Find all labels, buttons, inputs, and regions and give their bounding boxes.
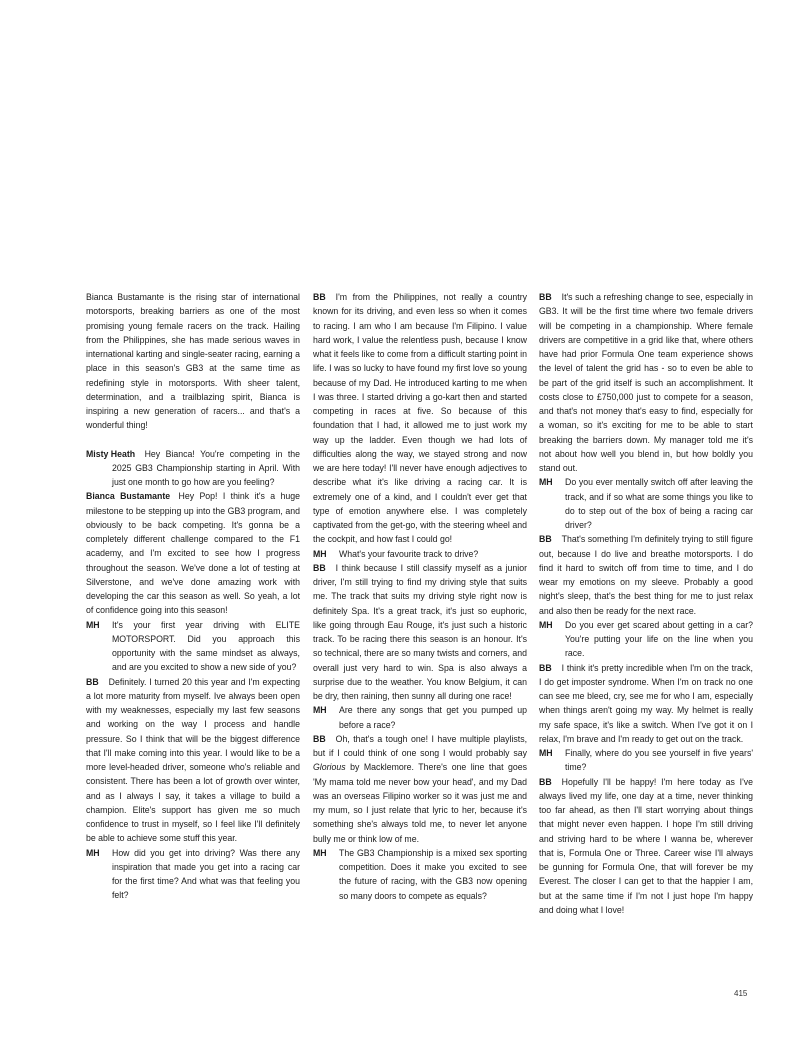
answer-text: It's such a refreshing change to see, especially in GB3. It will be the first time where two female drivers will be competing in a championship. Where female drivers are competitive in a grid like that, where others have had prior Formula One team experience shows the level of talent the grid has - so to even be able to be part of the grid itself is such an accomplishment. It costs close to £750,000 just to compete for a season, and that's not money that's easy to find, especially for a woman, so it's exciting for me to be able to start breaking the barriers down. My manager told me it's not about how well you blend in, but how boldly you stand out.	[539, 292, 753, 473]
speaker-label: Bianca Bustamante	[86, 491, 171, 502]
question	[539, 746, 753, 775]
question	[313, 846, 527, 903]
speaker-label: MH	[86, 619, 100, 630]
answer-text: I think because I still classify myself as a junior driver, I'm still trying to find my driving style that suits me. The track that suits my driving style right now is definitely Spa. It's a great track, it's just so euphoric, like going through Eau Rouge, it's just such a historic track. To be racing there this season is an honour. It's so technical, there are so many twists and corners, and overall just very hard to win. Spa is also always a surprise due to the weather. You know Belgium, it can be dry, then raining, then sunny all during one race!	[313, 562, 527, 701]
answer	[86, 489, 300, 617]
speaker-label: Misty Heath	[86, 448, 136, 459]
speaker-label: MH	[539, 477, 553, 488]
question	[86, 447, 300, 490]
column-2	[313, 290, 527, 903]
question-text: How did you get into driving? Was there any inspiration that made you get into a racing car for the first time? And what was that feeling you felt?	[112, 847, 300, 901]
speaker-label: BB	[539, 292, 552, 302]
speaker-label: MH	[313, 705, 327, 716]
answer	[539, 532, 753, 618]
speaker-label: BB	[313, 292, 326, 302]
speaker-label: BB	[539, 534, 552, 545]
song-title: Glorious	[313, 762, 346, 773]
speaker-label: BB	[539, 776, 552, 787]
question-text: What's your favourite track to drive?	[339, 548, 479, 559]
column-3	[539, 290, 753, 917]
question	[313, 703, 527, 732]
speaker-label: MH	[539, 619, 553, 630]
speaker-label: BB	[313, 733, 326, 744]
answer	[313, 732, 527, 846]
answer-text: I'm from the Philippines, not really a country known for its driving, and even less so when it comes to racing. I am who I am because I'm Filipino. I value hard work, I value the relentless push, because I know what it feels like to come from a difficult starting point in life. I was so lucky to have found my first love so young because of my Dad. He introduced karting to me when I was three. I started driving a go-kart then and started competing in races at five. So because of this foundation that I had, it allowed me to just work my way up the ladder. Even though we had lots of difficulties along the way, we stayed strong and now we are here today! I'll never have enough adjectives to describe what it's like driving a racing car. It is extremely one of a kind, and I couldn't ever get that type of emotion anywhere else. I was completely captivated from the get-go, with the steering wheel and the cockpit, and how fast I could go!	[313, 292, 527, 545]
question-text: The GB3 Championship is a mixed sex sporting competition. Does it make you excited to see the future of racing, with the GB3 now opening so many doors to compete as equals?	[339, 847, 527, 901]
column-1	[86, 290, 300, 903]
answer-text: by Macklemore. There's one line that goes 'My mama told me never bow your head', and my Dad was an overseas Filipino worker so it was just me and my mum, so I just relate that lyric to her, because it's something she's always told me, to never let anyone bully me or think low of me.	[313, 762, 527, 844]
question-text: Finally, where do you see yourself in five years' time?	[565, 748, 753, 773]
answer	[539, 775, 753, 918]
question-text: Do you ever get scared about getting in a car? You're putting your life on the line when you race.	[565, 619, 753, 659]
question	[86, 618, 300, 675]
answer	[313, 290, 527, 547]
page-number: 415	[734, 989, 748, 998]
answer-text: Oh, that's a tough one! I have multiple playlists, but if I could think of one song I would probably say	[313, 733, 527, 758]
question-text: It's your first year driving with ELITE MOTORSPORT. Did you approach this opportunity with the same mindset as always, and are you excited to show a new side of you?	[112, 619, 300, 673]
answer	[539, 290, 753, 475]
question	[313, 547, 527, 561]
question-text: Are there any songs that get you pumped up before a race?	[339, 705, 527, 730]
answer-text: Definitely. I turned 20 this year and I'm expecting a lot more maturity from myself. Ive always been open with my weaknesses, especially my last few seasons and working on the way I process and handle pressure. So I think that will be the biggest difference that I'll make coming into this year. I would like to be a more level-headed driver, someone who's reliable and consistent. There has been a lot of growth over winter, and as I always I say, it takes a village to build a champion. Elite's support has given me so much confidence to trust in myself, so I feel like I'll definitely be able to achieve some stuff this year.	[86, 676, 300, 844]
answer	[86, 675, 300, 846]
speaker-label: BB	[86, 676, 99, 687]
answer-text: Hey Pop! I think it's a huge milestone to be stepping up into the GB3 program, and obviously to be back competing. It's gonna be a completely different challenge compared to the F1 academy, and I'm excited to see how I progress throughout the season. We've done a lot of testing at Silverstone, and we've done amazing work with developing the car this season as well. So yeah, a lot of confidence going into this season!	[86, 491, 300, 616]
question	[539, 475, 753, 532]
intro-paragraph: Bianca Bustamante is the rising star of international motorsports, breaking barriers as one of the most promising young female racers on the track. Hailing from the Philippines, she has made serious waves in international karting and single-seater racing, earning a place in this season's GB3 at the same time as redefining style in motorsports. With sheer talent, determination, and a trailblazing spirit, Bianca is inspiring a new generation of racers... and that's a wonderful thing!	[86, 292, 300, 431]
answer-text: That's something I'm definitely trying to still figure out, because I do live and breathe motorsports. I do find it hard to switch off from time to time, and I do wear my emotions on my sleeve. Probably a good night's sleep, that's the best thing for me to just relax and also then be ready for the next race.	[539, 534, 753, 616]
speaker-label: MH	[313, 548, 327, 559]
speaker-label: MH	[86, 847, 100, 858]
question	[539, 618, 753, 661]
answer	[313, 561, 527, 704]
question-text: Do you ever mentally switch off after leaving the track, and if so what are some things you like to do to step out of the box of being a racing car driver?	[565, 477, 753, 530]
question-text: Hey Bianca! You're competing in the 2025 GB3 Championship starting in April. With just one month to go how are you feeling?	[112, 448, 300, 487]
question	[86, 846, 300, 903]
answer-text: I think it's pretty incredible when I'm on the track, I do get imposter syndrome. When I'm on track no one can see me bleed, cry, see me for who I am, especially when things aren't going my way. My helmet is really my safe space, it's like a switch. When I've got it on I relax, I'm brave and I'm ready to get out on the track.	[539, 662, 753, 744]
speaker-label: MH	[539, 748, 553, 758]
answer	[539, 661, 753, 747]
answer-text: Hopefully I'll be happy! I'm here today as I've always lived my life, one day at a time, never thinking too far ahead, as then I'll start worrying about things that might never even happen. I hope I'm still driving and striving hard to be where I wanna be, wherever that is, Formula One or Three. Career wise I'll always be gunning for Formula One, that will forever be my Everest. The closer I can get to that the happier I am, but at the same time if I'm not I just hope I'm happy and doing what I love!	[539, 776, 753, 915]
speaker-label: BB	[313, 562, 326, 573]
speaker-label: BB	[539, 662, 552, 673]
speaker-label: MH	[313, 847, 327, 858]
